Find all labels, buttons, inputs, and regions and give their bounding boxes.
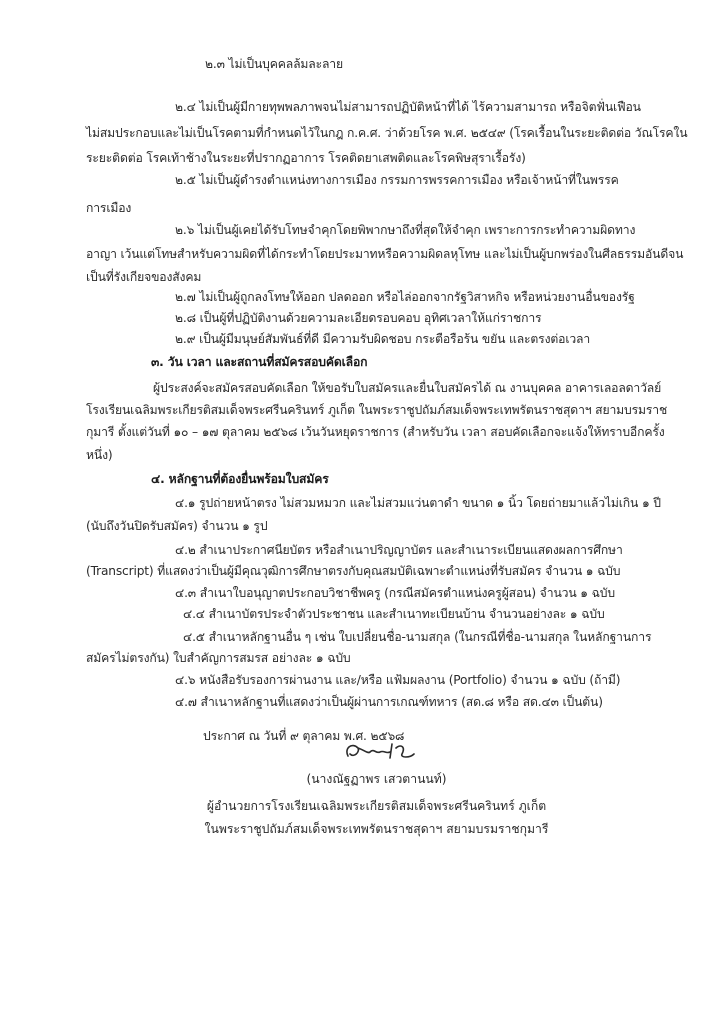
item-2-5-line2: การเมือง [86, 201, 132, 215]
section-4-heading: ๔. หลักฐานที่ต้องยื่นพร้อมใบสมัคร [151, 472, 329, 486]
item-4-2-line2: (Transcript) ที่แสดงว่าเป็นผู้มีคุณวุฒิการศึกษาตรงกับคุณสมบัติเฉพาะตำแหน่งที่รับสมัคร จำนวน ๑ ฉบับ [86, 564, 621, 578]
item-4-5-line1: ๔.๕ สำเนาหลักฐานอื่น ๆ เช่น ใบเปลี่ยนชื่อ-นามสกุล (ในกรณีที่ชื่อ-นามสกุล ในหลักฐานการ [183, 630, 652, 644]
signer-title-line2: ในพระราชูปถัมภ์สมเด็จพระเทพรัตนราชสุดาฯ สยามบรมราชกุมารี [204, 822, 549, 836]
announcement-date: ประกาศ ณ วันที่ ๙ ตุลาคม พ.ศ. ๒๕๖๘ [203, 729, 405, 743]
item-2-4-line2: ไม่สมประกอบและไม่เป็นโรคตามที่กำหนดไว้ในกฎ ก.ค.ศ. ว่าด้วยโรค พ.ศ. ๒๕๔๙ (โรคเรื้อนในระยะติดต่อ วัณโรคใน [86, 126, 688, 140]
item-4-2-line1: ๔.๒ สำเนาประกาศนียบัตร หรือสำเนาปริญญาบัตร และสำเนาระเบียนแสดงผลการศึกษา [175, 543, 623, 557]
item-2-6-line3: เป็นที่รังเกียจของสังคม [86, 270, 202, 284]
item-4-1-line1: ๔.๑ รูปถ่ายหน้าตรง ไม่สวมหมวก และไม่สวมแว่นตาดำ ขนาด ๑ นิ้ว โดยถ่ายมาแล้วไม่เกิน ๑ ปี [175, 496, 661, 510]
item-4-5-line2: สมัครไม่ตรงกัน) ใบสำคัญการสมรส อย่างละ ๑ ฉบับ [86, 651, 351, 665]
item-2-6-line1: ๒.๖ ไม่เป็นผู้เคยได้รับโทษจำคุกโดยพิพากษาถึงที่สุดให้จำคุก เพราะการกระทำความผิดทาง [175, 223, 636, 237]
item-4-6: ๔.๖ หนังสือรับรองการผ่านงาน และ/หรือ แฟ้มผลงาน (Portfolio) จำนวน ๑ ฉบับ (ถ้ามี) [175, 673, 621, 687]
item-2-4-line3: ระยะติดต่อ โรคเท้าช้างในระยะที่ปรากฏอาการ โรคติดยาเสพติดและโรคพิษสุราเรื้อรัง) [86, 151, 526, 165]
section-3-line1: ผู้ประสงค์จะสมัครสอบคัดเลือก ให้ขอรับใบสมัครและยื่นใบสมัครได้ ณ งานบุคคล อาคารเลอลดาวัลย์ [153, 381, 662, 395]
item-2-5-line1: ๒.๕ ไม่เป็นผู้ดำรงตำแหน่งทางการเมือง กรรมการพรรคการเมือง หรือเจ้าหน้าที่ในพรรค [175, 173, 619, 187]
item-2-6-line2: อาญา เว้นแต่โทษสำหรับความผิดที่ได้กระทำโดยประมาทหรือความผิดลหุโทษ และไม่เป็นผู้บกพร่องในศีลธรรมอันดีจน [86, 247, 684, 261]
item-2-4-line1: ๒.๔ ไม่เป็นผู้มีกายทุพพลภาพจนไม่สามารถปฏิบัติหน้าที่ได้ ไร้ความสามารถ หรือจิตฟั่นเฟือน [175, 100, 641, 114]
section-3-line4: หนึ่ง) [86, 448, 113, 462]
item-4-7: ๔.๗ สำเนาหลักฐานที่แสดงว่าเป็นผู้ผ่านการเกณฑ์ทหาร (สด.๘ หรือ สด.๔๓ เป็นต้น) [175, 695, 603, 709]
section-3-line2: โรงเรียนเฉลิมพระเกียรติสมเด็จพระศรีนครินทร์ ภูเก็ต ในพระราชูปถัมภ์สมเด็จพระเทพรัตนราชสุดาฯ สยามบรมราช [86, 403, 668, 417]
item-2-8: ๒.๘ เป็นผู้ที่ปฏิบัติงานด้วยความละเอียดรอบคอบ อุทิศเวลาให้แก่ราชการ [175, 311, 542, 325]
section-3-heading: ๓. วัน เวลา และสถานที่สมัครสอบคัดเลือก [151, 355, 368, 369]
item-4-3: ๔.๓ สำเนาใบอนุญาตประกอบวิชาชีพครู (กรณีสมัครตำแหน่งครูผู้สอน) จำนวน ๑ ฉบับ [175, 586, 615, 600]
item-4-4: ๔.๔ สำเนาบัตรประจำตัวประชาชน และสำเนาทะเบียนบ้าน จำนวนอย่างละ ๑ ฉบับ [183, 607, 605, 621]
item-2-7: ๒.๗ ไม่เป็นผู้ถูกลงโทษให้ออก ปลดออก หรือไล่ออกจากรัฐวิสาหกิจ หรือหน่วยงานอื่นของรัฐ [175, 290, 635, 304]
handwritten-signature [340, 736, 420, 766]
signer-name: (นางณัฐฏาพร เสวตานนท์) [306, 772, 447, 786]
section-3-line3: กุมารี ตั้งแต่วันที่ ๑๐ – ๑๗ ตุลาคม ๒๕๖๘ เว้นวันหยุดราชการ (สำหรับวัน เวลา สอบคัดเลือกจะแจ้งให้ทราบอีกครั้ง [86, 425, 665, 439]
signer-title-line1: ผู้อำนวยการโรงเรียนเฉลิมพระเกียรติสมเด็จพระศรีนครินทร์ ภูเก็ต [206, 799, 547, 813]
item-4-1-line2: (นับถึงวันปิดรับสมัคร) จำนวน ๑ รูป [86, 519, 268, 533]
item-2-9: ๒.๙ เป็นผู้มีมนุษย์สัมพันธ์ที่ดี มีความรับผิดชอบ กระตือรือร้น ขยัน และตรงต่อเวลา [175, 332, 591, 346]
item-2-3: ๒.๓ ไม่เป็นบุคคลล้มละลาย [205, 57, 343, 71]
